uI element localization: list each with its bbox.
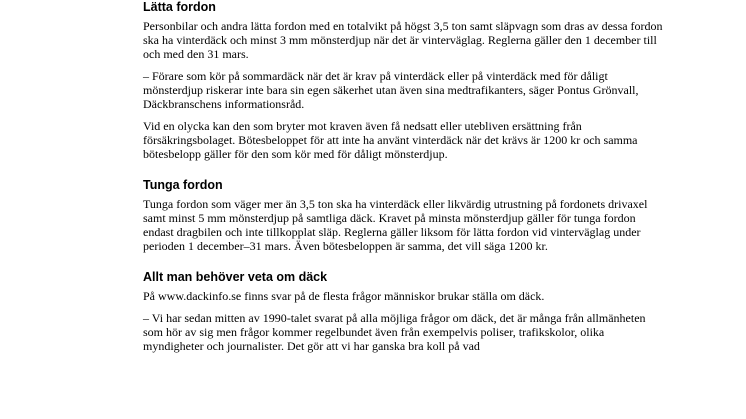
paragraph: Vid en olycka kan den som bryter mot kraven även få nedsatt eller utebliven ersättning från försäkringsbolaget. Bötesbeloppet för att inte ha använt vinterdäck när det krävs är 1200 kr och samma bötesbelopp gäller för den som kör med för dåligt mönsterdjup. — [143, 119, 638, 161]
paragraph: Personbilar och andra lätta fordon med en totalvikt på högst 3,5 ton samt släpvagn som dras av dessa fordon ska ha vinterdäck och minst 3 mm mönsterdjup när det är vinterväglag. Reglerna gäller den 1 december till och med den 31 mars. — [143, 19, 663, 61]
heading-latta-fordon: Lätta fordon — [143, 0, 216, 14]
heading-allt-om-dack: Allt man behöver veta om däck — [143, 270, 328, 284]
paragraph: Tunga fordon som väger mer än 3,5 ton ska ha vinterdäck eller likvärdig utrustning på fordonets drivaxel samt minst 5 mm mönsterdjup på samtliga däck. Kravet på minsta mönsterdjup gäller för tunga fordon endast dragbilen och inte tillkopplat släp. Reglerna gäller liksom för lätta fordon vid vinterväglag under perioden 1 december–31 mars. Även bötesbeloppen är samma, det vill säga 1200 kr. — [143, 197, 648, 253]
paragraph: – Förare som kör på sommardäck när det är krav på vinterdäck eller på vinterdäck med för dåligt mönsterdjup riskerar inte bara sin egen säkerhet utan även sina medtrafikanters, säger Pontus Grönvall, Däckbranschens informationsråd. — [143, 69, 639, 111]
paragraph: På www.dackinfo.se finns svar på de flesta frågor människor brukar ställa om däck. — [143, 289, 545, 303]
document-body — [143, 0, 663, 353]
paragraph: – Vi har sedan mitten av 1990-talet svarat på alla möjliga frågor om däck, det är många från allmänheten som hör av sig men frågor kommer regelbundet även från exempelvis poliser, trafikskolor, olika myndigheter och journalister. Det gör att vi har ganska bra koll på vad — [143, 311, 646, 353]
heading-tunga-fordon: Tunga fordon — [143, 178, 223, 192]
